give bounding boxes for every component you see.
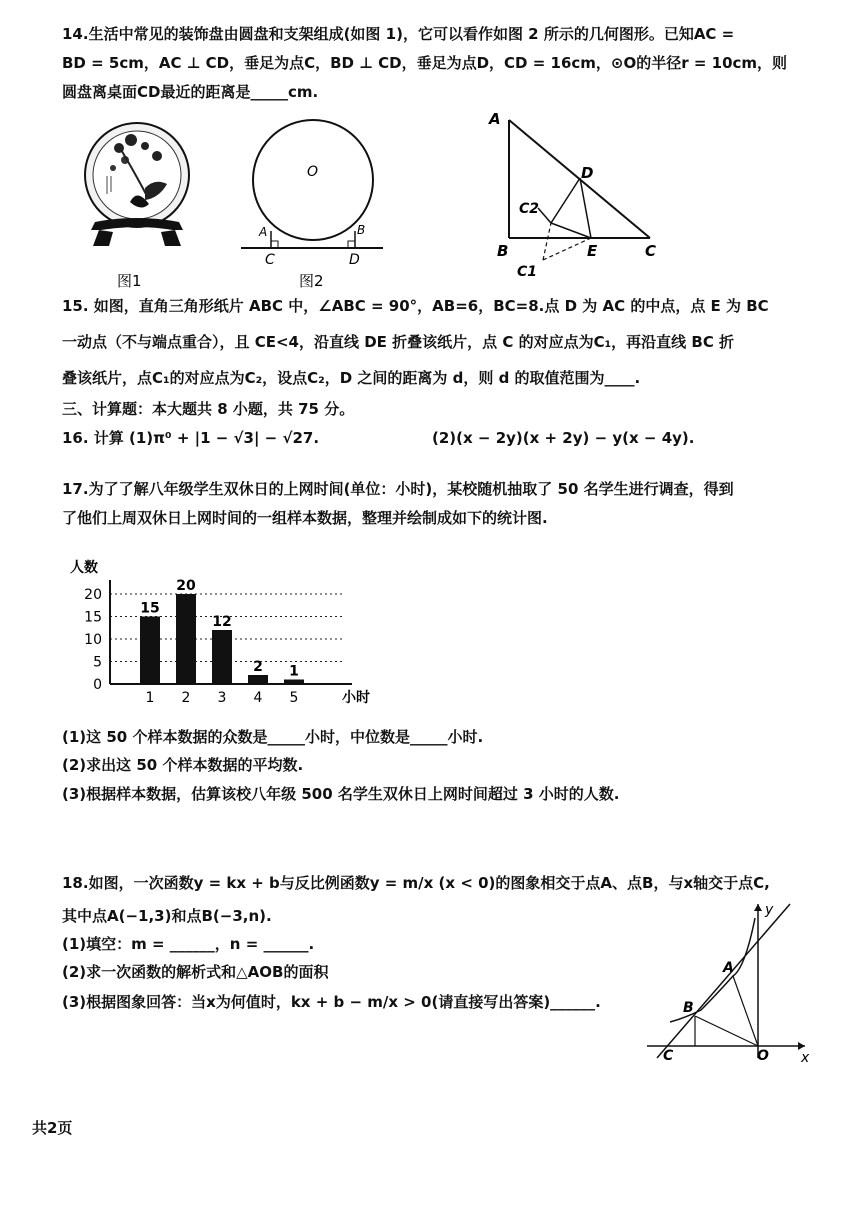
q17-sub-3: (3)根据样本数据，估算该校八年级 500 名学生双休日上网时间超过 3 小时的人数.	[62, 785, 620, 803]
figure-4	[645, 898, 815, 1063]
bar-value-label: 20	[176, 578, 196, 594]
q14-line-2: BD = 5cm，AC ⊥ CD，垂足为点C，BD ⊥ CD，垂足为点D，CD = 16cm，⊙O的半径r = 10cm，则	[62, 54, 788, 72]
label-C: C	[645, 242, 657, 260]
q15-line-3: 叠该纸片，点C₁的对应点为C₂，设点C₂，D 之间的距离为 d，则 d 的取值范围为____.	[62, 369, 641, 387]
y-tick-label: 5	[93, 654, 102, 671]
chart-xlabel: 小时	[342, 690, 370, 706]
figure-2	[235, 118, 385, 293]
section-3-title: 三、计算题：本大题共 8 小题，共 75 分。	[62, 400, 355, 418]
label-C2: C2	[519, 201, 540, 217]
x-tick-label: 4	[253, 690, 263, 706]
q15-line-1: 15. 如图，直角三角形纸片 ABC 中，∠ABC = 90°，AB=6，BC=8.点 D 为 AC 的中点，点 E 为 BC	[62, 297, 769, 315]
label-C1: C1	[517, 264, 538, 280]
q18-line-2: 其中点A(−1,3)和点B(−3,n).	[62, 907, 272, 925]
q17-sub-1: (1)这 50 个样本数据的众数是_____小时，中位数是_____小时.	[62, 728, 484, 746]
y-tick-label: 15	[84, 609, 102, 626]
label-C: C	[265, 252, 275, 268]
label-x: x	[801, 1050, 810, 1063]
q18-sub-3: (3)根据图象回答：当x为何值时，kx + b − m/x > 0(请直接写出答案)______.	[62, 993, 601, 1011]
bar	[212, 630, 232, 684]
label-A: A	[723, 960, 734, 976]
label-B: B	[683, 1000, 694, 1016]
bar	[248, 675, 268, 684]
label-D: D	[349, 252, 360, 268]
q14-line-1: 14.生活中常见的装饰盘由圆盘和支架组成(如图 1)，它可以看作如图 2 所示的几何图形。已知AC =	[62, 25, 735, 43]
y-tick-label: 20	[84, 587, 102, 603]
label-y: y	[765, 902, 774, 918]
figure-2-caption: 图2	[299, 272, 324, 290]
x-tick-label: 5	[289, 690, 299, 706]
label-A: A	[259, 225, 268, 239]
figure-1-caption: 图1	[117, 272, 142, 290]
figure-3	[485, 108, 670, 283]
y-tick-label: 10	[84, 632, 102, 648]
page-footer: 共2页	[32, 1119, 73, 1137]
y-tick-label: 0	[93, 677, 102, 693]
bar	[176, 594, 196, 684]
q17-line-2: 了他们上周双休日上网时间的一组样本数据，整理并绘制成如下的统计图.	[62, 509, 548, 527]
x-tick-label: 1	[145, 690, 155, 706]
folded-triangle-diagram	[485, 108, 670, 283]
bar-chart-svg	[60, 550, 400, 710]
bar-value-label: 12	[212, 614, 232, 630]
bar-value-label: 1	[289, 663, 299, 680]
decorative-plate-illustration	[75, 118, 205, 293]
bar	[140, 617, 160, 685]
q17-sub-2: (2)求出这 50 个样本数据的平均数.	[62, 756, 304, 774]
q15-line-2: 一动点（不与端点重合），且 CE<4，沿直线 DE 折叠该纸片，点 C 的对应点为C₁，再沿直线 BC 折	[62, 333, 735, 351]
q17-line-1: 17.为了了解八年级学生双休日的上网时间(单位：小时)，某校随机抽取了 50 名学生进行调查，得到	[62, 480, 734, 498]
label-C: C	[663, 1048, 674, 1063]
label-A: A	[489, 110, 501, 128]
bar-value-label: 15	[140, 600, 160, 617]
bar-value-label: 2	[253, 659, 263, 675]
label-E: E	[587, 242, 598, 260]
label-O: O	[307, 164, 319, 180]
q18-line-1: 18.如图，一次函数y = kx + b与反比例函数y = m/x (x < 0)的图象相交于点A、点B，与x轴交于点C,	[62, 874, 770, 892]
label-D: D	[581, 164, 594, 182]
bar-chart	[60, 550, 400, 710]
label-B: B	[497, 242, 509, 260]
label-O: O	[757, 1048, 769, 1063]
q16-part-2: (2)(x − 2y)(x + 2y) − y(x − 4y).	[432, 429, 695, 447]
q16-part-1: 16. 计算 (1)π⁰ + |1 − √3| − √27.	[62, 429, 320, 447]
function-graph-diagram	[645, 898, 815, 1063]
q18-sub-1: (1)填空：m = ______，n = ______.	[62, 935, 315, 953]
q14-line-3: 圆盘离桌面CD最近的距离是_____cm.	[62, 83, 319, 101]
circle-geometry-diagram	[235, 118, 385, 293]
x-tick-label: 3	[217, 690, 227, 706]
x-tick-label: 2	[181, 690, 191, 706]
figure-1	[75, 118, 205, 293]
chart-ylabel: 人数	[70, 560, 98, 576]
label-B: B	[357, 223, 366, 237]
q18-sub-2: (2)求一次函数的解析式和△AOB的面积	[62, 963, 329, 981]
